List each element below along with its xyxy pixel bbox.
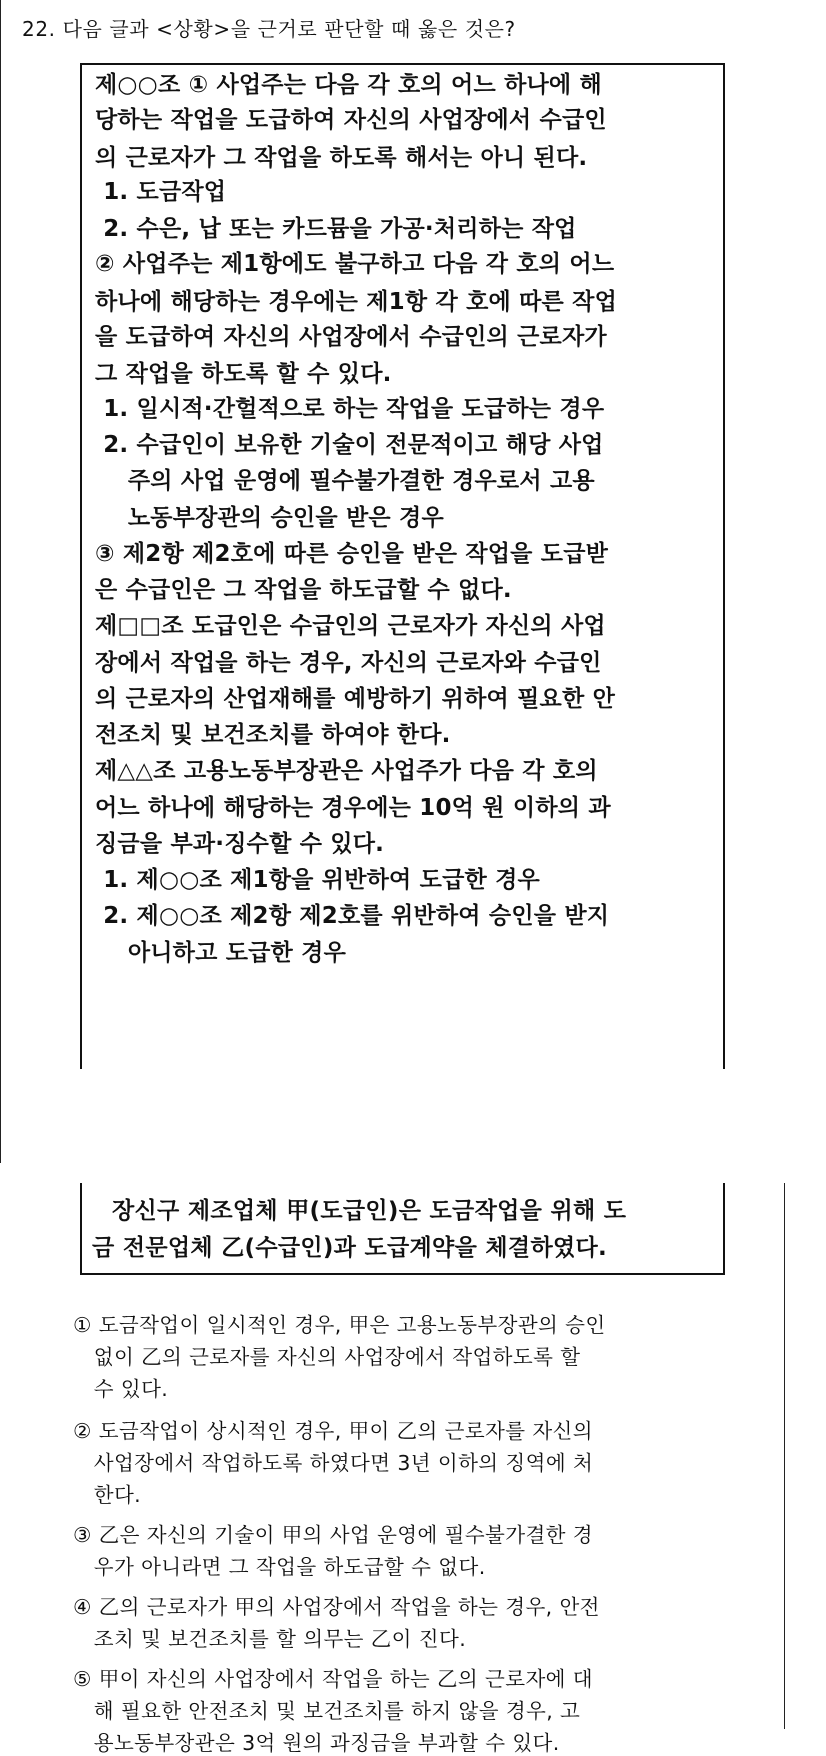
question-title: 22. 다음 글과 <상황>을 근거로 판단할 때 옳은 것은? <box>22 17 516 41</box>
law-line: 2. 수은, 납 또는 카드뮴을 가공·처리하는 작업 <box>95 216 577 242</box>
choice-4-line[interactable]: 조치 및 보건조치를 할 의무는 乙이 진다. <box>73 1627 467 1651</box>
choice-4-line[interactable]: ④ 乙의 근로자가 甲의 사업장에서 작업을 하는 경우, 안전 <box>73 1595 600 1619</box>
law-line: 어느 하나에 해당하는 경우에는 10억 원 이하의 과 <box>95 795 611 821</box>
law-line: 1. 제○○조 제1항을 위반하여 도급한 경우 <box>95 867 540 893</box>
situation-line: 금 전문업체 乙(수급인)과 도급계약을 체결하였다. <box>92 1235 608 1261</box>
choice-3-line[interactable]: 우가 아니라면 그 작업을 하도급할 수 없다. <box>73 1555 486 1579</box>
law-line: 제□□조 도급인은 수급인의 근로자가 자신의 사업 <box>95 613 606 639</box>
choice-5-line[interactable]: ⑤ 甲이 자신의 사업장에서 작업을 하는 乙의 근로자에 대 <box>73 1667 593 1691</box>
law-line: 하나에 해당하는 경우에는 제1항 각 호에 따른 작업 <box>95 289 618 315</box>
choice-2-line[interactable]: ② 도금작업이 상시적인 경우, 甲이 乙의 근로자를 자신의 <box>73 1419 593 1443</box>
choice-5-line[interactable]: 용노동부장관은 3억 원의 과징금을 부과할 수 있다. <box>73 1731 560 1755</box>
law-line: 2. 수급인이 보유한 기술이 전문적이고 해당 사업 <box>95 432 604 458</box>
situation-line: 장신구 제조업체 甲(도급인)은 도금작업을 위해 도 <box>112 1198 627 1224</box>
law-line: 주의 사업 운영에 필수불가결한 경우로서 고용 <box>95 468 595 494</box>
choice-5-line[interactable]: 해 필요한 안전조치 및 보건조치를 하지 않을 경우, 고 <box>73 1699 581 1723</box>
law-line: 은 수급인은 그 작업을 하도급할 수 없다. <box>95 577 512 603</box>
choice-3-line[interactable]: ③ 乙은 자신의 기술이 甲의 사업 운영에 필수불가결한 경 <box>73 1523 593 1547</box>
law-line: 제△△조 고용노동부장관은 사업주가 다음 각 호의 <box>95 758 598 784</box>
law-line: 의 근로자의 산업재해를 예방하기 위하여 필요한 안 <box>95 686 616 712</box>
choice-1-line[interactable]: ① 도금작업이 일시적인 경우, 甲은 고용노동부장관의 승인 <box>73 1313 606 1337</box>
choice-1-line[interactable]: 수 있다. <box>73 1377 169 1401</box>
column-rule-left <box>0 0 1 1163</box>
law-line: 의 근로자가 그 작업을 하도록 해서는 아니 된다. <box>95 145 588 171</box>
law-line: 1. 일시적·간헐적으로 하는 작업을 도급하는 경우 <box>95 396 605 422</box>
law-line: 전조치 및 보건조치를 하여야 한다. <box>95 722 451 748</box>
choice-1-line[interactable]: 없이 乙의 근로자를 자신의 사업장에서 작업하도록 할 <box>73 1345 581 1369</box>
law-line: 노동부장관의 승인을 받은 경우 <box>95 505 444 531</box>
law-line: 그 작업을 하도록 할 수 있다. <box>95 361 392 387</box>
law-line: 을 도급하여 자신의 사업장에서 수급인의 근로자가 <box>95 324 607 350</box>
choice-2-line[interactable]: 사업장에서 작업하도록 하였다면 3년 이하의 징역에 처 <box>73 1451 594 1475</box>
law-line: 1. 도금작업 <box>95 179 227 205</box>
law-line: 장에서 작업을 하는 경우, 자신의 근로자와 수급인 <box>95 650 602 676</box>
law-line: 제○○조 ① 사업주는 다음 각 호의 어느 하나에 해 <box>95 72 602 98</box>
law-line: 징금을 부과·징수할 수 있다. <box>95 831 385 857</box>
choice-2-line[interactable]: 한다. <box>73 1483 142 1507</box>
column-rule-right <box>784 1183 785 1729</box>
law-line: ③ 제2항 제2호에 따른 승인을 받은 작업을 도급받 <box>95 541 609 567</box>
law-line: 2. 제○○조 제2항 제2호를 위반하여 승인을 받지 <box>95 903 610 929</box>
law-line: 당하는 작업을 도급하여 자신의 사업장에서 수급인 <box>95 107 607 133</box>
law-line: ② 사업주는 제1항에도 불구하고 다음 각 호의 어느 <box>95 251 615 277</box>
law-line: 아니하고 도급한 경우 <box>95 940 347 966</box>
